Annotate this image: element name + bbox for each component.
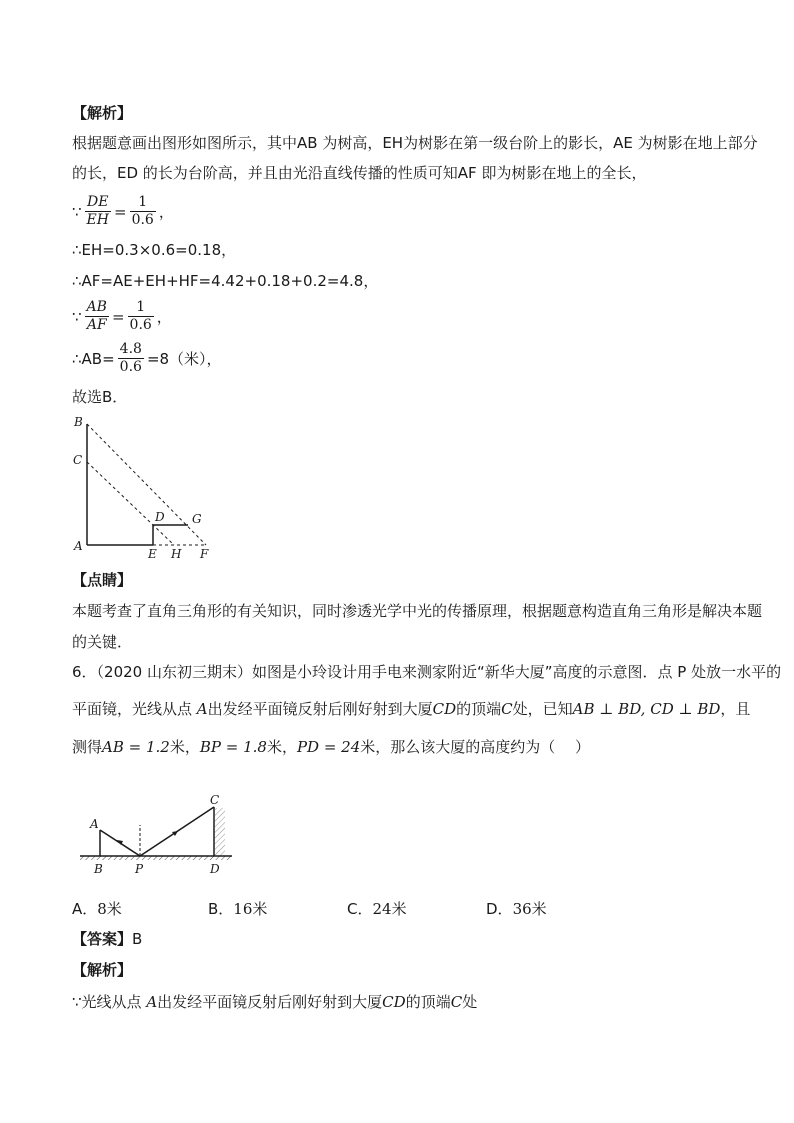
point-label-a: A [90, 817, 99, 831]
option-letter: B． [208, 900, 234, 918]
point-label-g: G [192, 512, 202, 526]
text-segment: 测得 [72, 738, 103, 756]
mirror-reflection-figure [76, 790, 241, 880]
option-value: 8米 [97, 900, 122, 918]
comma: ， [156, 308, 172, 326]
ratio-ab-af [72, 299, 172, 334]
ratio-de-eh [72, 194, 174, 229]
af-calculation: ∴AF=AE+EH+HF=4.42+0.18+0.2=4.8， [72, 272, 379, 290]
math-point-a: A [196, 700, 208, 718]
ab-result-prefix: ∴AB= [72, 349, 115, 368]
analysis-heading: 【解析】 [72, 104, 133, 122]
analysis-paragraph-line2: 的长，ED 的长为台阶高，并且由光沿直线传播的性质可知AF 即为树影在地上的全长， [72, 164, 647, 182]
unit-text: 米， [266, 738, 297, 756]
tree-shadow-figure [66, 410, 226, 565]
option-c[interactable] [347, 898, 407, 919]
fraction-numerator: 4.8 [119, 341, 142, 357]
point-label-c: C [73, 453, 83, 467]
point-label-f: F [200, 547, 209, 561]
text-segment: 的顶端 [405, 993, 451, 1011]
math-segment-cd: CD [432, 700, 457, 718]
light-ray-ch [87, 462, 174, 545]
option-letter: C． [347, 900, 373, 918]
answer-heading: 【答案】 [72, 930, 133, 948]
fraction-numerator: 1 [130, 194, 156, 212]
fraction-denominator: 0.6 [131, 212, 154, 228]
math-point-a: A [146, 993, 158, 1011]
light-ray-bf [87, 424, 206, 545]
option-value: 24米 [372, 900, 407, 918]
option-b[interactable] [208, 898, 267, 919]
point-label-d: D [155, 510, 165, 524]
fraction-denominator: 0.6 [119, 359, 142, 375]
fraction-4-8-over-0-6 [118, 341, 144, 376]
fraction-numerator: 1 [128, 299, 154, 317]
fraction-numerator: DE [85, 194, 111, 212]
option-letter: A． [72, 900, 98, 918]
text-segment: 处，已知 [512, 700, 573, 718]
answer-value: B [132, 930, 143, 948]
fraction-denominator: 0.6 [129, 317, 152, 333]
choice-statement: 故选B． [72, 388, 128, 406]
comment-line2: 的关键． [72, 633, 133, 651]
fraction-one-over-0-6 [130, 194, 156, 229]
point-label-p: P [135, 862, 144, 876]
fraction-one-over-0-6 [128, 299, 154, 334]
text-segment: 出发经平面镜反射后刚好射到大厦 [157, 993, 383, 1011]
fraction-denominator: AF [86, 317, 107, 333]
analysis-2-heading: 【解析】 [72, 961, 133, 979]
question-6-line1: 6．（2020 山东初三期末）如图是小玲设计用手电来测家附近“新华大厦”高度的示意图．点 P 处放一水平的 [72, 663, 782, 681]
math-bp-length: BP = 1.8 [199, 738, 267, 756]
because-symbol: ∵ [72, 202, 82, 221]
point-label-e: E [148, 547, 157, 561]
because-symbol: ∵ [72, 307, 82, 326]
analysis-paragraph-line1: 根据题意画出图形如图所示，其中AB 为树高，EH为树影在第一级台阶上的影长，AE 为树影在地上部分 [72, 134, 758, 152]
analysis-2-line [72, 992, 477, 1012]
point-label-b: B [74, 415, 83, 429]
option-a[interactable] [72, 898, 122, 919]
question-6-line3 [72, 737, 590, 757]
point-label-a: A [74, 539, 83, 553]
fraction-denominator: EH [86, 212, 109, 228]
ab-result-value: =8（米）， [146, 350, 222, 368]
math-perpendicular-condition: AB ⊥ BD, CD ⊥ BD [572, 700, 721, 718]
text-segment: 处 [462, 993, 478, 1011]
comment-heading: 【点睛】 [72, 571, 133, 589]
point-label-c: C [210, 793, 220, 807]
building-hatching [215, 808, 225, 856]
fraction-numerator: AB [86, 299, 107, 315]
point-label-b: B [94, 862, 103, 876]
math-point-c: C [501, 700, 513, 718]
option-d[interactable] [486, 898, 547, 919]
text-segment: 的顶端 [456, 700, 502, 718]
text-segment: 米，那么该大厦的高度约为（ ） [360, 738, 591, 756]
option-value: 16米 [233, 900, 268, 918]
text-segment: 出发经平面镜反射后刚好射到大厦 [207, 700, 433, 718]
math-ab-length: AB = 1.2 [102, 738, 170, 756]
fraction-ab-af [85, 299, 109, 334]
math-pd-length: PD = 24 [296, 738, 361, 756]
eh-calculation: ∴EH=0.3×0.6=0.18， [72, 241, 237, 259]
option-value: 36米 [512, 900, 547, 918]
point-label-d: D [210, 862, 220, 876]
point-label-h: H [171, 547, 182, 561]
math-point-c: C [450, 993, 463, 1011]
text-segment: 平面镜，光线从点 [72, 700, 197, 718]
answer-line [72, 929, 142, 949]
text-segment: ∵光线从点 [72, 993, 147, 1011]
text-segment: ，且 [720, 700, 751, 718]
question-6-line2 [72, 699, 750, 719]
equals-sign: = [111, 307, 125, 326]
fraction-de-eh [85, 194, 111, 229]
comma: ， [158, 203, 174, 221]
ab-result [72, 341, 222, 376]
equals-sign: = [113, 202, 127, 221]
option-letter: D． [486, 900, 513, 918]
math-segment-cd: CD [382, 993, 406, 1011]
unit-text: 米， [169, 738, 200, 756]
comment-line1: 本题考查了直角三角形的有关知识，同时渗透光学中光的传播原理，根据题意构造直角三角形是解决本题 [72, 602, 763, 620]
